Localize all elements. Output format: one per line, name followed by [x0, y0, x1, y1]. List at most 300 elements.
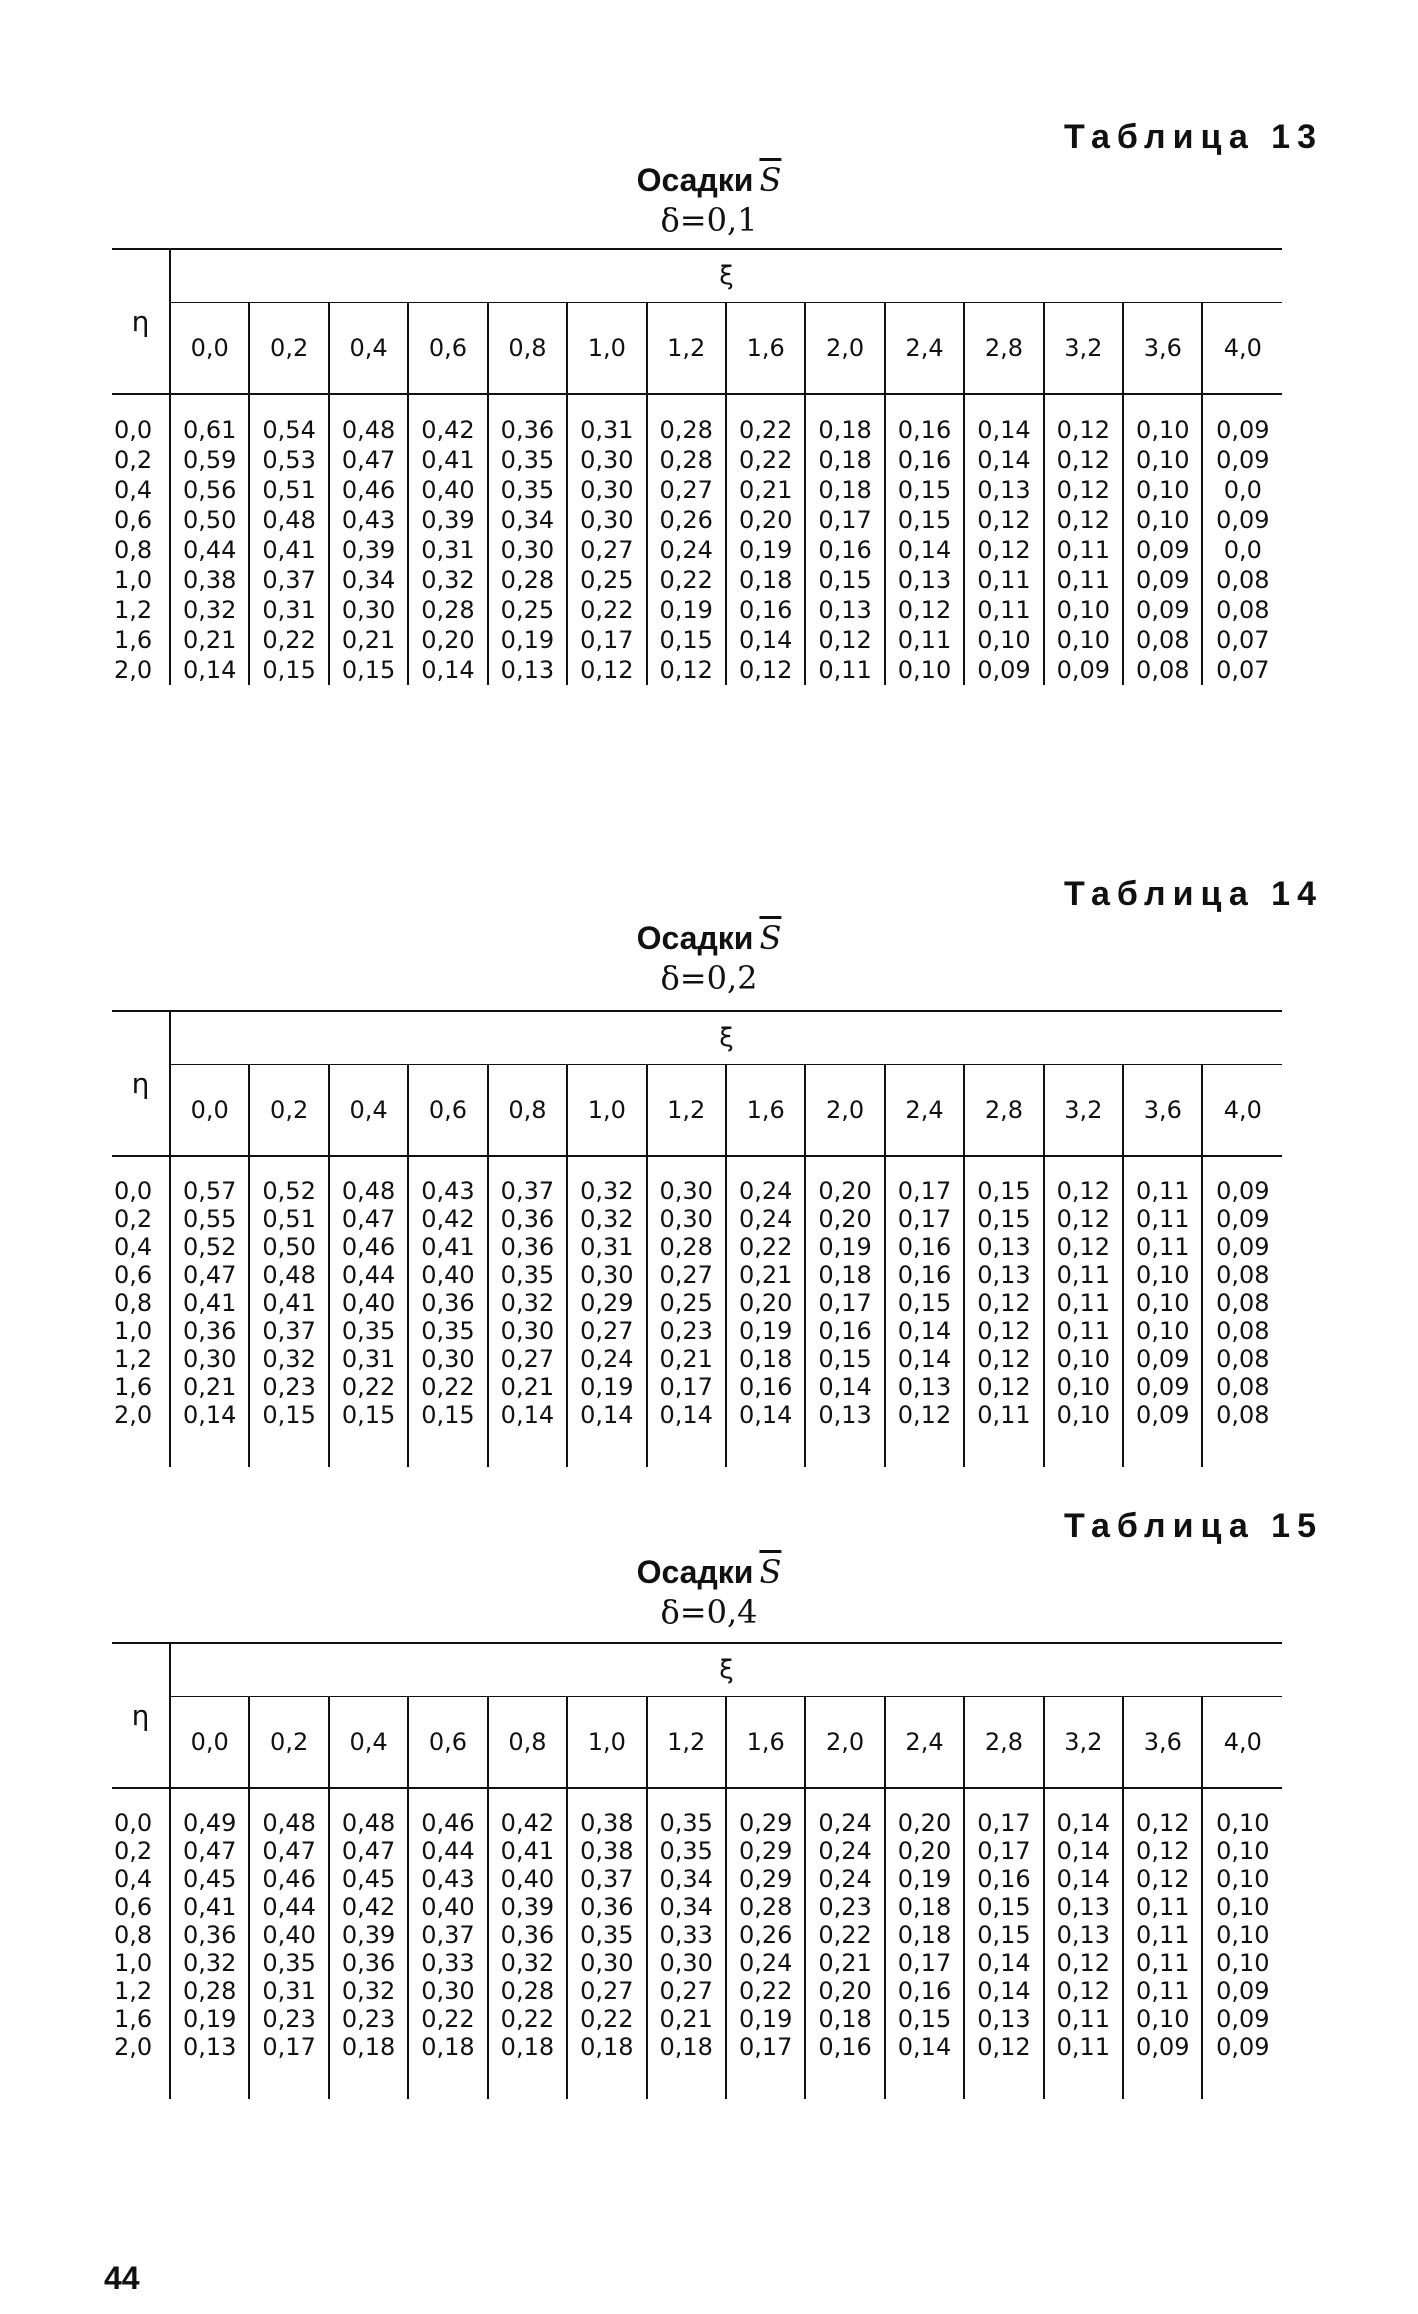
table-cell: 0,31 [249, 595, 328, 625]
table-cell: 0,09 [1123, 1373, 1202, 1401]
table-row [112, 1893, 1282, 1921]
table-cell: 0,18 [805, 2005, 884, 2033]
table-row [112, 1865, 1282, 1893]
table-cell: 0,20 [885, 1809, 964, 1837]
table-cell: 0,19 [726, 1317, 805, 1345]
table-cell: 0,17 [885, 1949, 964, 1977]
table-row [112, 1977, 1282, 2005]
table-cell: 0,14 [964, 1977, 1043, 2005]
table-cell: 0,0 [1202, 475, 1282, 505]
table-cell: 0,36 [408, 1289, 487, 1317]
table-cell: 0,41 [408, 445, 487, 475]
eta-value: 0,0 [114, 1177, 153, 1205]
table-row [112, 1949, 1282, 1977]
table-cell: 0,47 [249, 1837, 328, 1865]
table-cell: 0,0 [1202, 535, 1282, 565]
table-cell: 0,55 [170, 1205, 249, 1233]
column-header: 3,6 [1123, 1065, 1202, 1157]
table-cell: 0,35 [567, 1921, 646, 1949]
table-cell: 0,14 [885, 535, 964, 565]
table-cell: 0,31 [329, 1345, 408, 1373]
column-header: 1,6 [726, 1065, 805, 1157]
table-cell: 0,08 [1202, 1345, 1282, 1373]
table-cell: 0,22 [726, 1977, 805, 2005]
table-cell: 0,19 [885, 1865, 964, 1893]
table-row [112, 565, 1282, 595]
table-cell: 0,10 [1202, 1809, 1282, 1837]
table-cell: 0,23 [647, 1317, 726, 1345]
table-cell: 0,22 [329, 1373, 408, 1401]
table-cell: 0,26 [647, 505, 726, 535]
table-cell: 0,08 [1202, 1317, 1282, 1345]
table-cell: 0,12 [1044, 505, 1123, 535]
table-cell: 0,44 [408, 1837, 487, 1865]
table-cell: 0,16 [885, 1233, 964, 1261]
table-cell: 0,20 [805, 1177, 884, 1205]
table-cell: 0,12 [1044, 1177, 1123, 1205]
table-cell: 0,11 [1044, 1317, 1123, 1345]
table-cell: 0,38 [567, 1809, 646, 1837]
table-cell: 0,21 [488, 1373, 567, 1401]
table-cell: 0,19 [488, 625, 567, 655]
table-cell: 0,40 [408, 1893, 487, 1921]
table-cell: 0,28 [647, 445, 726, 475]
table-cell: 0,09 [1202, 2005, 1282, 2033]
table-cell: 0,22 [726, 445, 805, 475]
table-cell: 0,21 [170, 625, 249, 655]
table-row [112, 1233, 1282, 1261]
settlement-table-14 [112, 1010, 1282, 1467]
table-cell: 0,24 [805, 1809, 884, 1837]
table-cell: 0,32 [170, 1949, 249, 1977]
table-cell: 0,35 [488, 1261, 567, 1289]
table-cell: 0,18 [885, 1921, 964, 1949]
table-cell: 0,16 [805, 1317, 884, 1345]
table-cell: 0,23 [805, 1893, 884, 1921]
column-header: 2,0 [805, 303, 884, 395]
table-cell: 0,14 [885, 2033, 964, 2061]
table-cell: 0,14 [726, 625, 805, 655]
table-cell: 0,25 [647, 1289, 726, 1317]
table-cell: 0,18 [805, 445, 884, 475]
table-cell: 0,54 [249, 415, 328, 445]
table-cell: 0,24 [805, 1865, 884, 1893]
table-title-block [0, 918, 1418, 998]
table-cell: 0,12 [1044, 1977, 1123, 2005]
eta-value: 0,2 [114, 1205, 153, 1233]
eta-value: 0,2 [114, 1837, 153, 1865]
table-cell: 0,39 [488, 1893, 567, 1921]
table-cell: 0,29 [567, 1289, 646, 1317]
table-subtitle: δ=0,2 [660, 959, 758, 997]
column-header: 2,8 [964, 1697, 1043, 1789]
table-cell: 0,12 [1044, 445, 1123, 475]
column-header: 1,2 [647, 1697, 726, 1789]
table-cell: 0,19 [726, 2005, 805, 2033]
table-cell: 0,16 [885, 445, 964, 475]
xi-header: ξ [170, 1643, 1282, 1697]
table-row [112, 475, 1282, 505]
table-cell: 0,31 [408, 535, 487, 565]
table-cell: 0,11 [964, 565, 1043, 595]
table-cell: 0,08 [1202, 1373, 1282, 1401]
table-cell: 0,15 [329, 1401, 408, 1429]
table-cell: 0,09 [1202, 1205, 1282, 1233]
table-cell: 0,17 [249, 2033, 328, 2061]
table-row [112, 445, 1282, 475]
table-cell: 0,13 [488, 655, 567, 685]
column-header: 0,2 [249, 1697, 328, 1789]
table-cell: 0,12 [964, 1317, 1043, 1345]
eta-value: 0,4 [114, 476, 153, 504]
table-cell: 0,37 [408, 1921, 487, 1949]
table-cell: 0,13 [805, 1401, 884, 1429]
table-cell: 0,11 [1044, 535, 1123, 565]
table-cell: 0,46 [249, 1865, 328, 1893]
table-cell: 0,22 [488, 2005, 567, 2033]
table-cell: 0,14 [885, 1345, 964, 1373]
table-row [112, 1401, 1282, 1429]
table-cell: 0,38 [567, 1837, 646, 1865]
table-cell: 0,13 [170, 2033, 249, 2061]
table-cell: 0,18 [488, 2033, 567, 2061]
table-cell: 0,35 [488, 445, 567, 475]
table-row [112, 1261, 1282, 1289]
table-cell: 0,17 [805, 505, 884, 535]
table-cell: 0,21 [647, 2005, 726, 2033]
table-cell: 0,32 [567, 1205, 646, 1233]
table-cell: 0,10 [1044, 625, 1123, 655]
table-cell: 0,27 [647, 1261, 726, 1289]
table-cell: 0,36 [488, 1233, 567, 1261]
table-cell: 0,28 [488, 1977, 567, 2005]
settlement-table-15 [112, 1642, 1282, 2099]
table-cell: 0,41 [170, 1893, 249, 1921]
table-cell: 0,19 [567, 1373, 646, 1401]
table-cell: 0,49 [170, 1809, 249, 1837]
table-cell: 0,35 [647, 1837, 726, 1865]
column-header: 0,4 [329, 1697, 408, 1789]
table-cell: 0,09 [1202, 415, 1282, 445]
table-cell: 0,36 [170, 1921, 249, 1949]
table-cell: 0,39 [408, 505, 487, 535]
table-cell: 0,15 [249, 1401, 328, 1429]
table-cell: 0,08 [1202, 1401, 1282, 1429]
table-cell: 0,28 [647, 1233, 726, 1261]
table-cell: 0,12 [1123, 1809, 1202, 1837]
table-cell: 0,34 [329, 565, 408, 595]
eta-value: 1,6 [114, 626, 153, 654]
table-cell: 0,18 [329, 2033, 408, 2061]
table-cell: 0,46 [408, 1809, 487, 1837]
table-cell: 0,20 [885, 1837, 964, 1865]
table-cell: 0,27 [567, 535, 646, 565]
table-cell: 0,09 [1123, 1345, 1202, 1373]
table-cell: 0,16 [885, 1977, 964, 2005]
table-title: Осадки $\overline{S}$ [636, 919, 782, 957]
table-cell: 0,15 [964, 1921, 1043, 1949]
column-header: 0,8 [488, 1065, 567, 1157]
table-cell: 0,47 [170, 1837, 249, 1865]
table-cell: 0,12 [1044, 1233, 1123, 1261]
column-header: 4,0 [1202, 1065, 1282, 1157]
table-cell: 0,19 [726, 535, 805, 565]
table-cell: 0,10 [885, 655, 964, 685]
table-cell: 0,27 [567, 1317, 646, 1345]
page-number: 44 [104, 2260, 140, 2296]
table-cell: 0,41 [249, 1289, 328, 1317]
table-cell: 0,15 [885, 1289, 964, 1317]
table-cell: 0,47 [329, 1205, 408, 1233]
table-cell: 0,11 [1044, 565, 1123, 595]
table-cell: 0,41 [488, 1837, 567, 1865]
table-cell: 0,16 [885, 1261, 964, 1289]
table-cell: 0,25 [488, 595, 567, 625]
table-cell: 0,33 [408, 1949, 487, 1977]
table-cell: 0,57 [170, 1177, 249, 1205]
column-header: 0,0 [170, 303, 249, 395]
table-cell: 0,31 [567, 1233, 646, 1261]
table-cell: 0,28 [647, 415, 726, 445]
table-cell: 0,17 [726, 2033, 805, 2061]
table-cell: 0,10 [1044, 1345, 1123, 1373]
table-cell: 0,11 [1123, 1205, 1202, 1233]
table-cell: 0,11 [1123, 1893, 1202, 1921]
table-cell: 0,12 [1123, 1837, 1202, 1865]
eta-value: 1,2 [114, 1345, 153, 1373]
table-cell: 0,22 [726, 1233, 805, 1261]
table-cell: 0,43 [408, 1177, 487, 1205]
table-cell: 0,40 [408, 475, 487, 505]
table-cell: 0,12 [1123, 1865, 1202, 1893]
table-cell: 0,16 [885, 415, 964, 445]
column-header: 4,0 [1202, 1697, 1282, 1789]
table-cell: 0,13 [964, 475, 1043, 505]
table-cell: 0,19 [170, 2005, 249, 2033]
table-cell: 0,14 [567, 1401, 646, 1429]
table-cell: 0,13 [964, 2005, 1043, 2033]
table-cell: 0,11 [1123, 1921, 1202, 1949]
table-cell: 0,36 [488, 1205, 567, 1233]
table-cell: 0,10 [1123, 475, 1202, 505]
table-cell: 0,22 [567, 2005, 646, 2033]
table-cell: 0,36 [567, 1893, 646, 1921]
table-cell: 0,12 [1044, 1949, 1123, 1977]
table-cell: 0,12 [964, 1289, 1043, 1317]
column-header: 0,8 [488, 1697, 567, 1789]
table-cell: 0,10 [1044, 1401, 1123, 1429]
table-cell: 0,34 [488, 505, 567, 535]
table-cell: 0,12 [1044, 1205, 1123, 1233]
table-cell: 0,39 [329, 535, 408, 565]
column-header: 4,0 [1202, 303, 1282, 395]
table-cell: 0,17 [805, 1289, 884, 1317]
table-cell: 0,14 [805, 1373, 884, 1401]
table-cell: 0,34 [647, 1865, 726, 1893]
eta-value: 2,0 [114, 656, 153, 684]
eta-header: η [112, 1643, 170, 1788]
table-cell: 0,43 [408, 1865, 487, 1893]
table-row [112, 1289, 1282, 1317]
table-cell: 0,08 [1123, 625, 1202, 655]
table-cell: 0,11 [1123, 1977, 1202, 2005]
table-cell: 0,14 [170, 655, 249, 685]
table-cell: 0,14 [964, 1949, 1043, 1977]
column-header: 2,4 [885, 303, 964, 395]
table-cell: 0,20 [408, 625, 487, 655]
table-caption: Таблица 14 [1064, 875, 1323, 913]
table-cell: 0,22 [647, 565, 726, 595]
table-cell: 0,30 [647, 1205, 726, 1233]
table-cell: 0,14 [408, 655, 487, 685]
table-cell: 0,08 [1202, 565, 1282, 595]
table-cell: 0,52 [249, 1177, 328, 1205]
column-header: 0,0 [170, 1697, 249, 1789]
table-cell: 0,30 [488, 1317, 567, 1345]
table-cell: 0,36 [488, 1921, 567, 1949]
column-header: 0,6 [408, 1065, 487, 1157]
table-cell: 0,18 [567, 2033, 646, 2061]
table-cell: 0,53 [249, 445, 328, 475]
column-header: 3,2 [1044, 1065, 1123, 1157]
table-cell: 0,13 [805, 595, 884, 625]
column-header: 2,8 [964, 303, 1043, 395]
eta-value: 2,0 [114, 2033, 153, 2061]
table-cell: 0,13 [885, 1373, 964, 1401]
table-cell: 0,18 [726, 1345, 805, 1373]
table-cell: 0,10 [1123, 415, 1202, 445]
table-cell: 0,42 [329, 1893, 408, 1921]
table-cell: 0,10 [1123, 505, 1202, 535]
table-cell: 0,10 [1202, 1949, 1282, 1977]
table-cell: 0,11 [1123, 1177, 1202, 1205]
table-cell: 0,15 [329, 655, 408, 685]
table-cell: 0,11 [1044, 1289, 1123, 1317]
table-title-block [0, 160, 1418, 240]
table-cell: 0,12 [1044, 415, 1123, 445]
table-cell: 0,13 [1044, 1921, 1123, 1949]
table-caption: Таблица 15 [1064, 1507, 1323, 1545]
table-cell: 0,16 [805, 535, 884, 565]
table-cell: 0,48 [329, 1809, 408, 1837]
table-row [112, 625, 1282, 655]
table-cell: 0,15 [408, 1401, 487, 1429]
table-row [112, 1205, 1282, 1233]
table-cell: 0,11 [885, 625, 964, 655]
table-cell: 0,41 [249, 535, 328, 565]
table-cell: 0,13 [964, 1261, 1043, 1289]
table-subtitle: δ=0,1 [660, 201, 758, 239]
table-cell: 0,14 [1044, 1809, 1123, 1837]
table-cell: 0,10 [1123, 1317, 1202, 1345]
table-title-block [0, 1552, 1418, 1632]
table-cell: 0,09 [964, 655, 1043, 685]
table-cell: 0,32 [170, 595, 249, 625]
xi-header: ξ [170, 249, 1282, 303]
table-cell: 0,22 [408, 2005, 487, 2033]
column-header: 1,6 [726, 303, 805, 395]
table-cell: 0,24 [726, 1205, 805, 1233]
table-cell: 0,13 [885, 565, 964, 595]
table-cell: 0,30 [567, 1949, 646, 1977]
table-cell: 0,31 [249, 1977, 328, 2005]
table-cell: 0,40 [249, 1921, 328, 1949]
table-cell: 0,24 [567, 1345, 646, 1373]
table-cell: 0,32 [567, 1177, 646, 1205]
eta-value: 0,0 [114, 1809, 153, 1837]
table-row [112, 1373, 1282, 1401]
table-cell: 0,08 [1202, 1289, 1282, 1317]
table-cell: 0,22 [805, 1921, 884, 1949]
table-cell: 0,09 [1202, 2033, 1282, 2061]
table-cell: 0,29 [726, 1865, 805, 1893]
table-cell: 0,48 [329, 1177, 408, 1205]
table-cell: 0,19 [647, 595, 726, 625]
table-cell: 0,07 [1202, 625, 1282, 655]
table-cell: 0,21 [329, 625, 408, 655]
table-cell: 0,18 [726, 565, 805, 595]
table-cell: 0,56 [170, 475, 249, 505]
table-subtitle: δ=0,4 [660, 1593, 758, 1631]
eta-value: 0,4 [114, 1233, 153, 1261]
table-row [112, 2033, 1282, 2061]
table-cell: 0,11 [805, 655, 884, 685]
table-cell: 0,30 [567, 1261, 646, 1289]
table-cell: 0,22 [567, 595, 646, 625]
table-cell: 0,20 [726, 505, 805, 535]
table-cell: 0,14 [647, 1401, 726, 1429]
settlement-table-13 [112, 248, 1282, 685]
table-cell: 0,51 [249, 475, 328, 505]
table-row [112, 1177, 1282, 1205]
table-row [112, 505, 1282, 535]
table-cell: 0,27 [647, 1977, 726, 2005]
column-header: 3,6 [1123, 303, 1202, 395]
table-cell: 0,24 [647, 535, 726, 565]
table-cell: 0,15 [647, 625, 726, 655]
eta-value: 0,4 [114, 1865, 153, 1893]
column-header: 1,2 [647, 303, 726, 395]
table-cell: 0,45 [329, 1865, 408, 1893]
column-header: 2,0 [805, 1065, 884, 1157]
table-cell: 0,11 [1044, 2005, 1123, 2033]
eta-value: 0,8 [114, 536, 153, 564]
table-cell: 0,12 [964, 535, 1043, 565]
table-cell: 0,09 [1044, 655, 1123, 685]
table-cell: 0,29 [726, 1837, 805, 1865]
table-cell: 0,11 [1044, 2033, 1123, 2061]
table-cell: 0,48 [329, 415, 408, 445]
table-cell: 0,47 [329, 445, 408, 475]
eta-value: 1,6 [114, 2005, 153, 2033]
table-cell: 0,20 [726, 1289, 805, 1317]
table-cell: 0,15 [885, 2005, 964, 2033]
table-cell: 0,28 [726, 1893, 805, 1921]
table-cell: 0,14 [964, 445, 1043, 475]
table-cell: 0,16 [805, 2033, 884, 2061]
table-cell: 0,12 [647, 655, 726, 685]
table-cell: 0,16 [964, 1865, 1043, 1893]
table-cell: 0,50 [249, 1233, 328, 1261]
table-cell: 0,42 [408, 415, 487, 445]
table-cell: 0,10 [1202, 1837, 1282, 1865]
table-cell: 0,20 [805, 1977, 884, 2005]
eta-value: 0,2 [114, 446, 153, 474]
eta-header: η [112, 1011, 170, 1156]
table-row [112, 1921, 1282, 1949]
table-row [112, 655, 1282, 685]
table-cell: 0,21 [647, 1345, 726, 1373]
